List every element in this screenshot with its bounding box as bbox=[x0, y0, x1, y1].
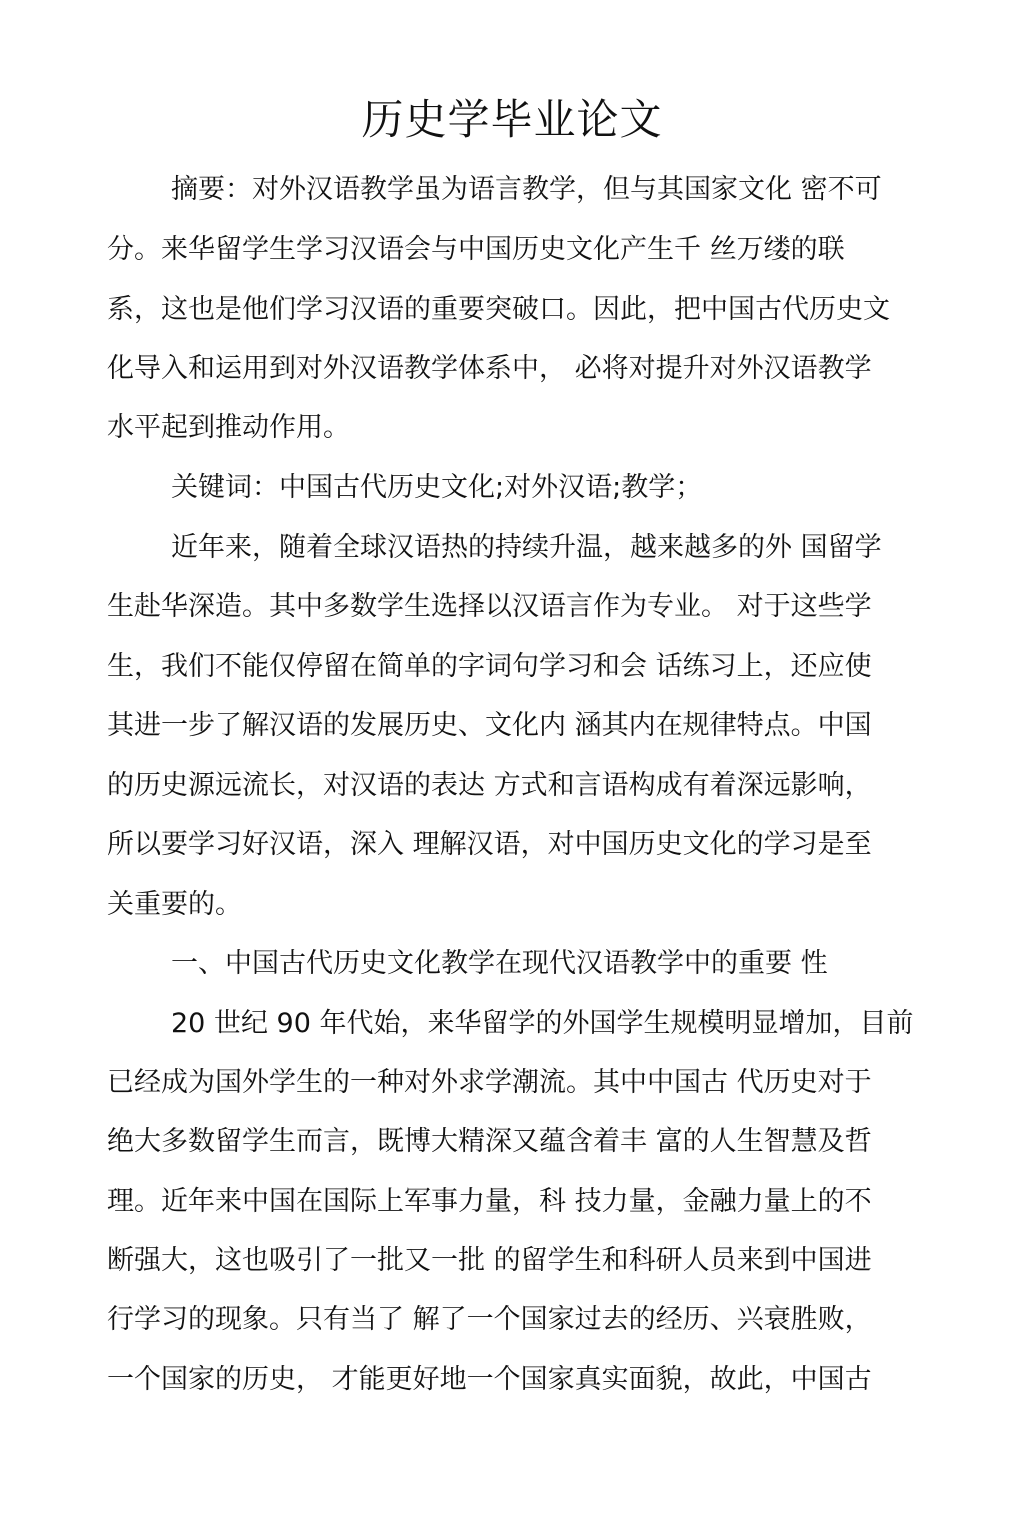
text-line: 一个国家的历史， 才能更好地一个国家真实面貌，故此，中国古 bbox=[107, 1364, 872, 1395]
text-line: 绝大多数留学生而言，既博大精深又蕴含着丰 富的人生智慧及哲 bbox=[107, 1126, 872, 1157]
text-line: 的历史源远流长，对汉语的表达 方式和言语构成有着深远影响， bbox=[107, 770, 872, 801]
text-line: 系，这也是他们学习汉语的重要突破口。因此，把中国古代历史文 bbox=[107, 294, 890, 325]
text-line: 其进一步了解汉语的发展历史、文化内 涵其内在规律特点。中国 bbox=[107, 710, 872, 741]
text-line: 水平起到推动作用。 bbox=[107, 412, 350, 443]
keywords-line: 关键词：中国古代历史文化;对外汉语;教学； bbox=[171, 472, 703, 503]
text-line: 理。近年来中国在国际上军事力量，科 技力量，金融力量上的不 bbox=[107, 1186, 872, 1217]
document-title: 历史学毕业论文 bbox=[361, 95, 663, 144]
text-line: 关重要的。 bbox=[107, 889, 242, 920]
text-line: 近年来，随着全球汉语热的持续升温，越来越多的外 国留学 bbox=[171, 532, 882, 563]
section-heading: 一、中国古代历史文化教学在现代汉语教学中的重要 性 bbox=[171, 948, 828, 979]
text-line: 断强大，这也吸引了一批又一批 的留学生和科研人员来到中国进 bbox=[107, 1245, 872, 1276]
text-line: 生赴华深造。其中多数学生选择以汉语言作为专业。 对于这些学 bbox=[107, 591, 872, 622]
text-line: 20 世纪 90 年代始，来华留学的外国学生规模明显增加，目前 bbox=[171, 1008, 914, 1039]
text-line: 化导入和运用到对外汉语教学体系中， 必将对提升对外汉语教学 bbox=[107, 353, 872, 384]
text-line: 所以要学习好汉语，深入 理解汉语，对中国历史文化的学习是至 bbox=[107, 829, 872, 860]
text-line: 摘要：对外汉语教学虽为语言教学，但与其国家文化 密不可 bbox=[171, 174, 882, 205]
text-line: 分。来华留学生学习汉语会与中国历史文化产生千 丝万缕的联 bbox=[107, 234, 845, 265]
text-line: 行学习的现象。只有当了 解了一个国家过去的经历、兴衰胜败， bbox=[107, 1304, 872, 1335]
text-line: 生，我们不能仅停留在简单的字词句学习和会 话练习上，还应使 bbox=[107, 651, 872, 682]
text-line: 已经成为国外学生的一种对外求学潮流。其中中国古 代历史对于 bbox=[107, 1067, 872, 1098]
